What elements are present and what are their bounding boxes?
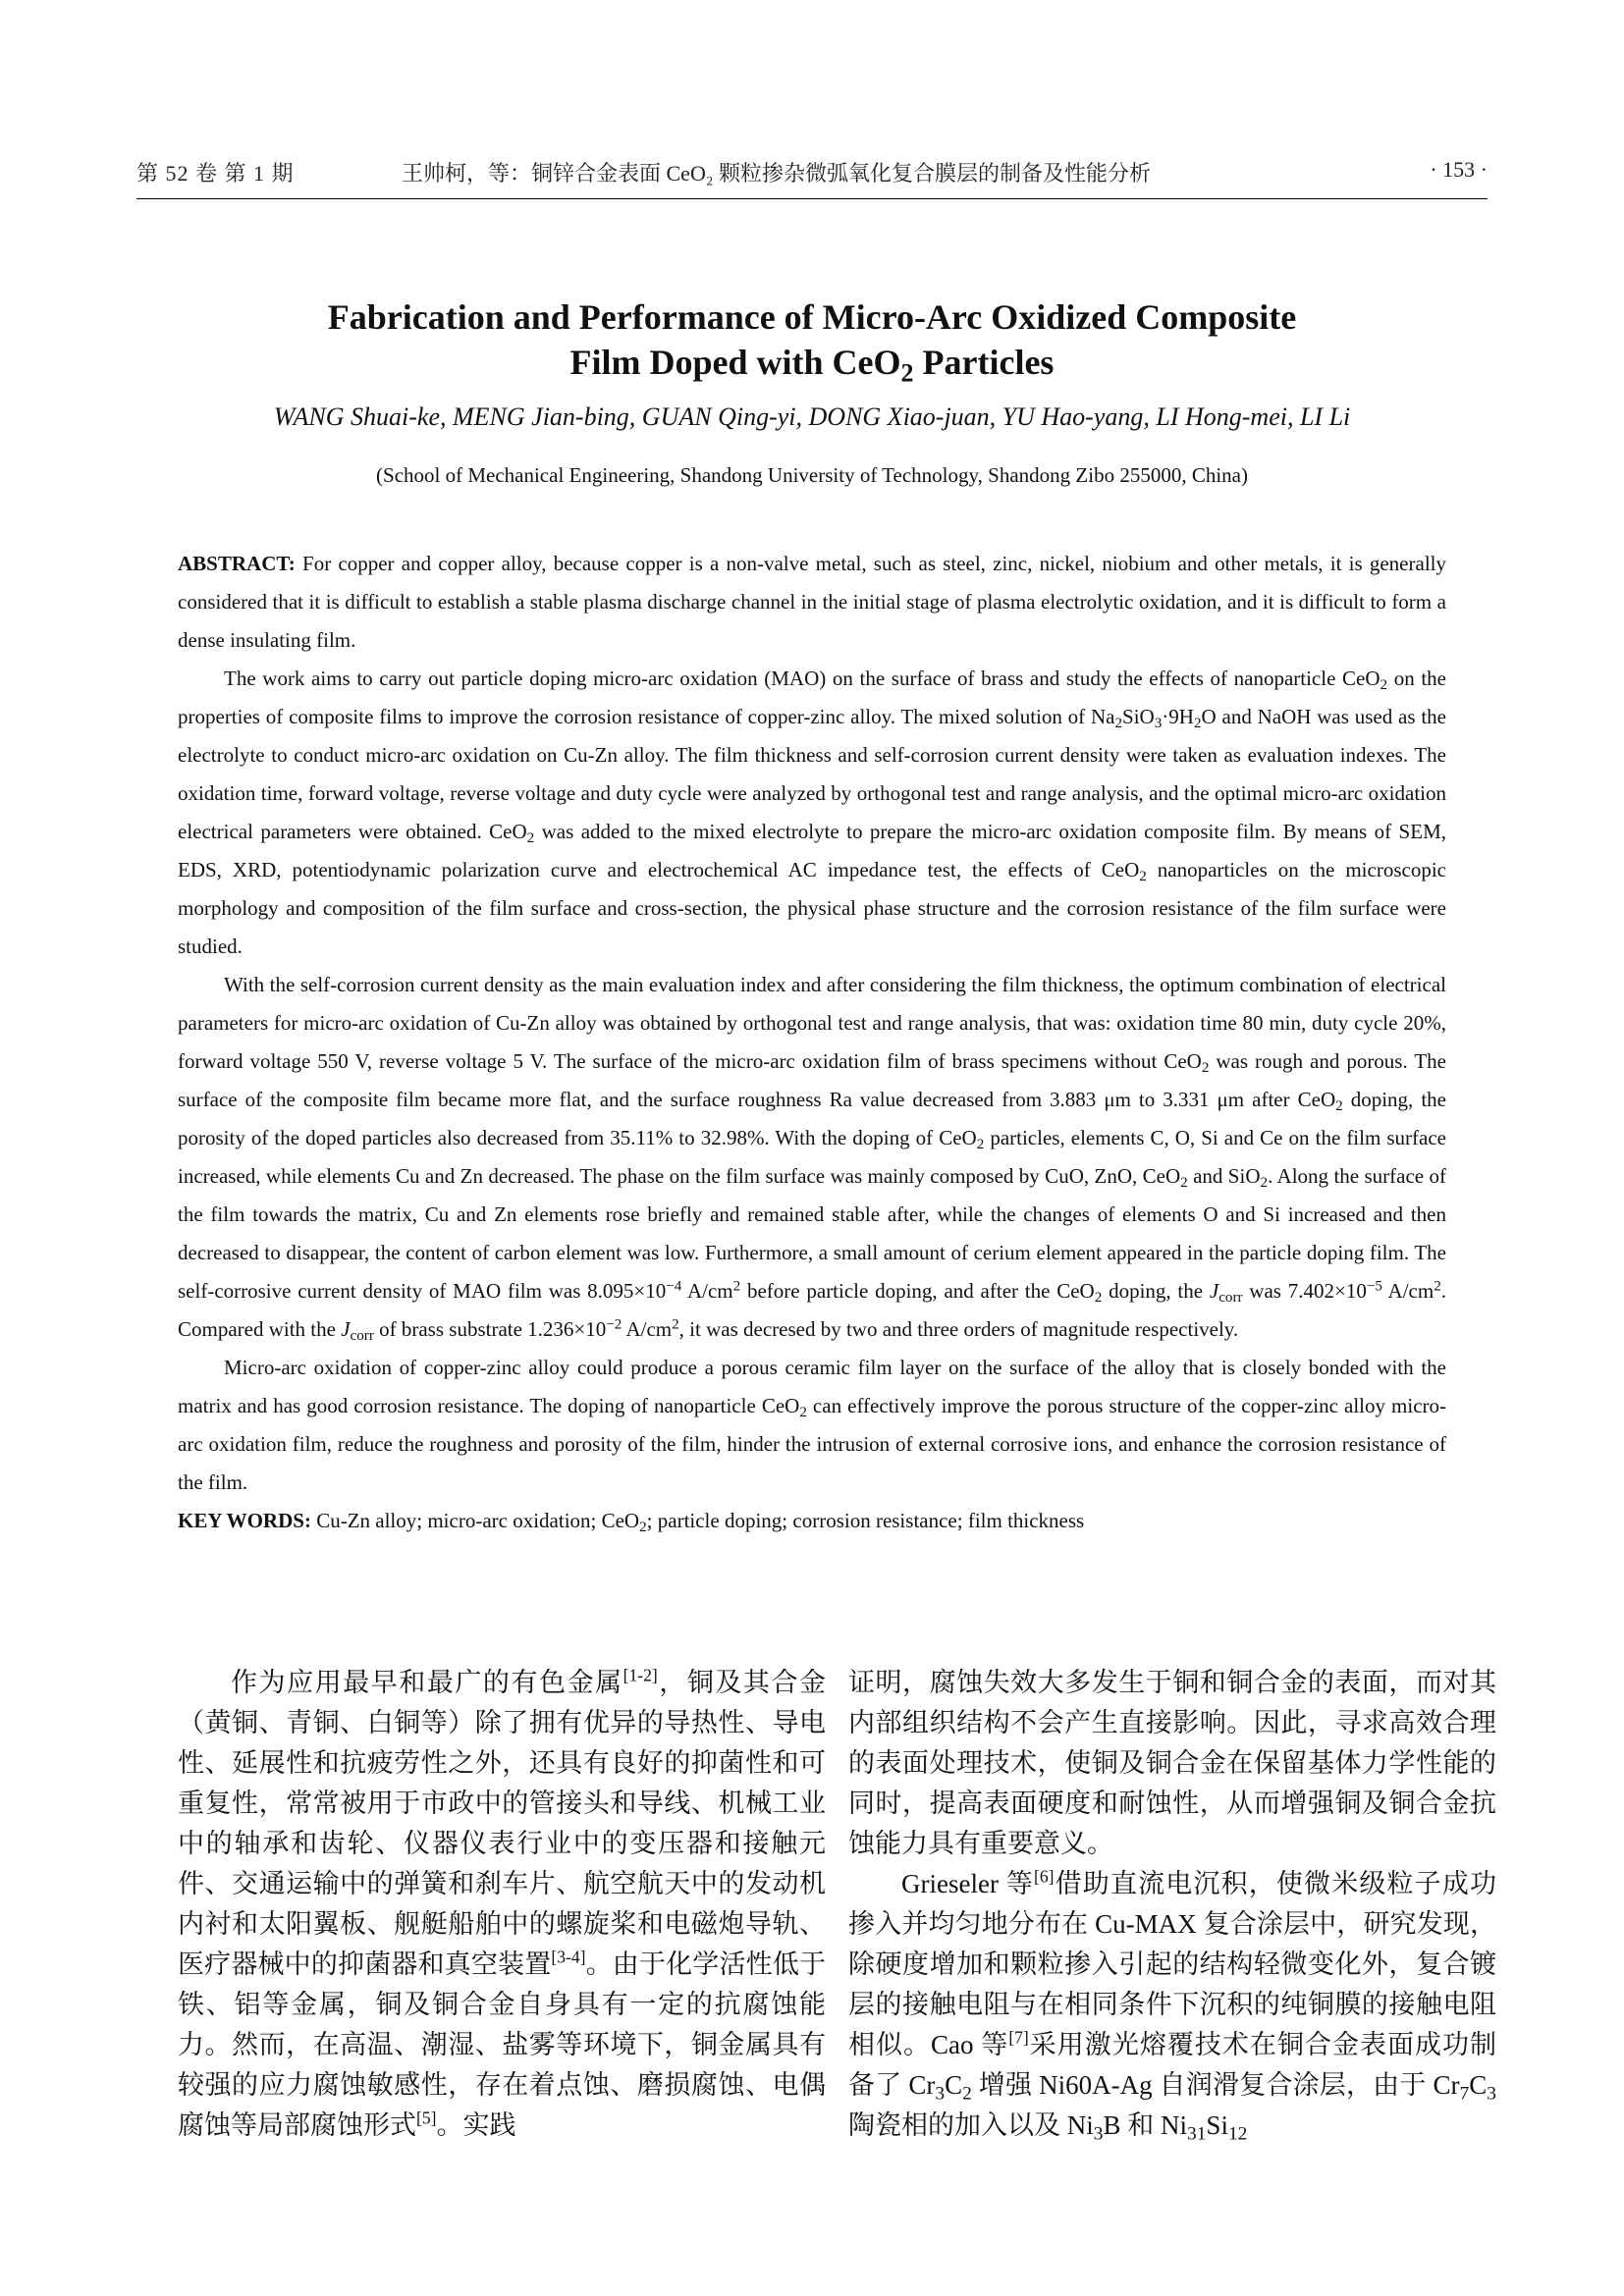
subscript: 2 [962,2083,972,2105]
subscript: 2 [1139,869,1147,885]
title-line-1: Fabrication and Performance of Micro-Arc Oxidized Composite [327,297,1297,337]
abstract-text: of brass substrate 1.236×10 [373,1317,607,1341]
subscript: corr [1218,1290,1243,1307]
author-list: WANG Shuai-ke, MENG Jian-bing, GUAN Qing-yi, DONG Xiao-juan, YU Hao-yang, LI Hong-mei, LI Li [273,402,1351,431]
body-text: Si [1206,2110,1228,2140]
abstract-text: was 7.402×10 [1242,1279,1367,1303]
title-line-2 [136,340,1488,388]
abstract-text: . Compared with the [178,1279,1447,1341]
superscript: −4 [666,1278,682,1295]
keywords-label: KEY WORDS: [178,1509,311,1532]
abstract-text: The work aims to carry out particle doping micro-arc oxidation (MAO) on the surface of brass and study the effects of nanoparticle CeO [224,667,1380,690]
abstract-text: was rough and porous. The surface of the composite film became more flat, and the surface roughness Ra value decreased from 3.883 μm to 3.331 μm after CeO [178,1049,1446,1111]
page-number: · 153 · [1430,157,1488,182]
title-text: Film Doped with CeO [569,343,901,382]
header-rule [136,198,1488,199]
abstract-text: SiO [1122,705,1155,728]
subscript: 3 [1487,2083,1496,2105]
body-column-right [848,1663,1496,2146]
abstract [178,545,1446,1540]
abstract-text: A/cm [681,1279,733,1303]
subscript: 12 [1227,2123,1248,2145]
citation: [6] [1034,1866,1055,1887]
citation: [1-2] [623,1665,658,1685]
abstract-text: For copper and copper alloy, because copper is a non-valve metal, such as steel, zinc, nickel, niobium and other metals, it is generally considered that it is difficult to establish a stable plasma discharge channel in the initial stage of plasma electrolytic oxidation, and it is difficult to form a dense insulating film. [178,552,1446,652]
body-paragraph [848,1864,1496,2146]
keywords-text: Cu-Zn alloy; micro-arc oxidation; CeO [310,1509,640,1532]
abstract-text: was added to the mixed electrolyte to prepare the micro-arc oxidation composite film. By means of SEM, EDS, XRD, potentiodynamic polarization curve and electrochemical AC impedance test, the effects of CeO [178,820,1446,881]
jcorr-symbol: J [1209,1279,1219,1303]
abstract-text: A/cm [622,1317,673,1341]
body-text: B 和 Ni [1103,2110,1187,2140]
abstract-text: can effectively improve the porous structure of the copper-zinc alloy micro-arc oxidation film, reduce the roughness and porosity of the film, hinder the intrusion of external corrosive ions, and enhance the corrosion resistance of the film. [178,1394,1447,1494]
running-title: 王帅柯，等：铜锌合金表面 CeO₂ 颗粒掺杂微弧氧化复合膜层的制备及性能分析 [402,161,1151,186]
subscript: 7 [1459,2083,1470,2105]
abstract-text: nanoparticles on the microscopic morphology and composition of the film surface and cross-section, the physical phase structure and the corrosion resistance of the film surface were studied. [178,858,1446,958]
title-subscript: 2 [900,358,914,388]
body-column-left [178,1663,826,2146]
subscript: 2 [1180,1175,1188,1192]
citation: [7] [1008,2027,1029,2048]
subscript: 31 [1186,2123,1207,2145]
body-text: 陶瓷相的加入以及 Ni [848,2110,1094,2140]
abstract-text: doping, the porosity of the doped particles also decreased from 35.11% to 32.98%. With the doping of CeO [178,1088,1446,1149]
subscript: 2 [976,1137,985,1153]
jcorr-symbol: J [341,1317,351,1341]
volume-issue: 第 52 卷 第 1 期 [136,161,295,186]
citation: [5] [416,2108,437,2128]
body-text: ，铜及其合金（黄铜、青铜、白铜等）除了拥有优异的导热性、导电性、延展性和抗疲劳性之外，还具有良好的抑菌性和可重复性，常常被用于市政中的管接头和导线、机械工业中的轴承和齿轮、仪器仪表行业中的变压器和接触元件、交通运输中的弹簧和刹车片、航空航天中的发动机内衬和太阳翼板、舰艇船舶中的螺旋桨和电磁炮导轨、医疗器械中的抑菌器和真空装置 [178,1668,827,1979]
abstract-text: . Along the surface of the film towards the matrix, Cu and Zn elements rose briefly and remained stable after, while the changes of elements O and Si increased and then decreased to disappear, the content of carbon element was low. Furthermore, a small amount of cerium element appeared in the particle doping film. The self-corrosive current density of MAO film was 8.095×10 [178,1164,1446,1303]
subscript: 2 [1201,1060,1210,1077]
subscript: 3 [1154,716,1163,732]
abstract-text: A/cm [1381,1279,1435,1303]
abstract-text: and SiO [1187,1164,1261,1188]
superscript: 2 [732,1278,741,1295]
body-text: 。实践 [436,2110,516,2140]
superscript: 2 [672,1316,679,1333]
subscript: 2 [1094,1290,1103,1307]
body-text: 采用激光熔覆技术在铜合金表面成功制备了 Cr [848,2030,1496,2100]
abstract-paragraph-4 [178,1349,1446,1502]
abstract-text: Micro-arc oxidation of copper-zinc alloy could produce a porous ceramic film layer on the surface of the alloy that is closely bonded with the matrix and has good corrosion resistance. The doping of nanoparticle CeO [178,1356,1446,1417]
body-paragraph: 证明，腐蚀失效大多发生于铜和铜合金的表面，而对其内部组织结构不会产生直接影响。因此，寻求高效合理的表面处理技术，使铜及铜合金在保留基体力学性能的同时，提高表面硬度和耐蚀性，从而增强铜及铜合金抗蚀能力具有重要意义。 [848,1668,1496,1858]
abstract-text: , it was decresed by two and three orders of magnitude respectively. [678,1317,1239,1341]
subscript: 2 [639,1520,647,1536]
subscript: 2 [1380,677,1388,694]
abstract-text: before particle doping, and after the CeO [740,1279,1095,1303]
abstract-text: ·9H [1162,705,1194,728]
subscript: 2 [526,830,535,847]
abstract-paragraph-2 [178,660,1446,966]
superscript: −5 [1366,1278,1382,1295]
subscript: 3 [935,2083,946,2105]
body-text: 。由于化学活性低于铁、铝等金属，铜及铜合金自身具有一定的抗腐蚀能力。然而，在高温、潮湿、盐雾等环境下，铜金属具有较强的应力腐蚀敏感性，存在着点蚀、磨损腐蚀、电偶腐蚀等局部腐蚀形式 [178,1949,826,2140]
body-text: 作为应用最早和最广的有色金属 [231,1668,623,1697]
body-text: C [945,2070,963,2100]
subscript: 2 [1114,716,1123,732]
title-text: Particles [913,343,1055,382]
body-text: 借助直流电沉积，使微米级粒子成功掺入并均匀地分布在 Cu-MAX 复合涂层中，研究发现，除硬度增加和颗粒掺入引起的结构轻微变化外，复合镀层的接触电阻与在相同条件下沉积的纯铜膜的接触电阻相似。Cao 等 [848,1869,1496,2059]
subscript: corr [350,1328,374,1345]
body-paragraph [178,1663,826,2146]
subscript: 3 [1093,2123,1104,2145]
body-text: Grieseler 等 [901,1869,1035,1898]
subscript: 2 [799,1405,807,1421]
abstract-text: on the properties of composite films to improve the corrosion resistance of copper-zinc alloy. The mixed solution of Na [178,667,1447,728]
abstract-text: particles, elements C, O, Si and Ce on the film surface increased, while elements Cu and Zn decreased. The phase on the film surface was mainly composed by CuO, ZnO, CeO [178,1126,1446,1188]
abstract-text: With the self-corrosion current density as the main evaluation index and after considering the film thickness, the optimum combination of electrical parameters for micro-arc oxidation of Cu-Zn alloy was obtained by orthogonal test and range analysis, that was: oxidation time 80 min, duty cycle 20%, forward voltage 550 V, reverse voltage 5 V. The surface of the micro-arc oxidation film of brass specimens without CeO [178,973,1446,1073]
abstract-text: O and NaOH was used as the electrolyte to conduct micro-arc oxidation on Cu-Zn alloy. The film thickness and self-corrosion current density were taken as evaluation indexes. The oxidation time, forward voltage, reverse voltage and duty cycle were analyzed by orthogonal test and range analysis, and the optimal micro-arc oxidation electrical parameters were obtained. CeO [178,705,1447,843]
subscript: 2 [1193,716,1202,732]
abstract-label: ABSTRACT: [178,552,296,575]
subscript: 2 [1335,1098,1343,1115]
body-text: C [1469,2070,1488,2100]
superscript: −2 [606,1316,623,1333]
body-text: 增强 Ni60A-Ag 自润滑复合涂层，由于 Cr [971,2070,1460,2100]
abstract-paragraph-1 [178,545,1446,660]
citation: [3-4] [551,1947,586,1967]
superscript: 2 [1434,1278,1441,1295]
affiliation: (School of Mechanical Engineering, Shandong University of Technology, Shandong Zibo 255000, China) [376,463,1248,487]
subscript: 2 [1260,1175,1269,1192]
keywords [178,1502,1446,1540]
paper-title [136,294,1488,388]
keywords-text: ; particle doping; corrosion resistance; film thickness [646,1509,1085,1532]
abstract-paragraph-3 [178,966,1446,1349]
abstract-text: doping, the [1102,1279,1210,1303]
